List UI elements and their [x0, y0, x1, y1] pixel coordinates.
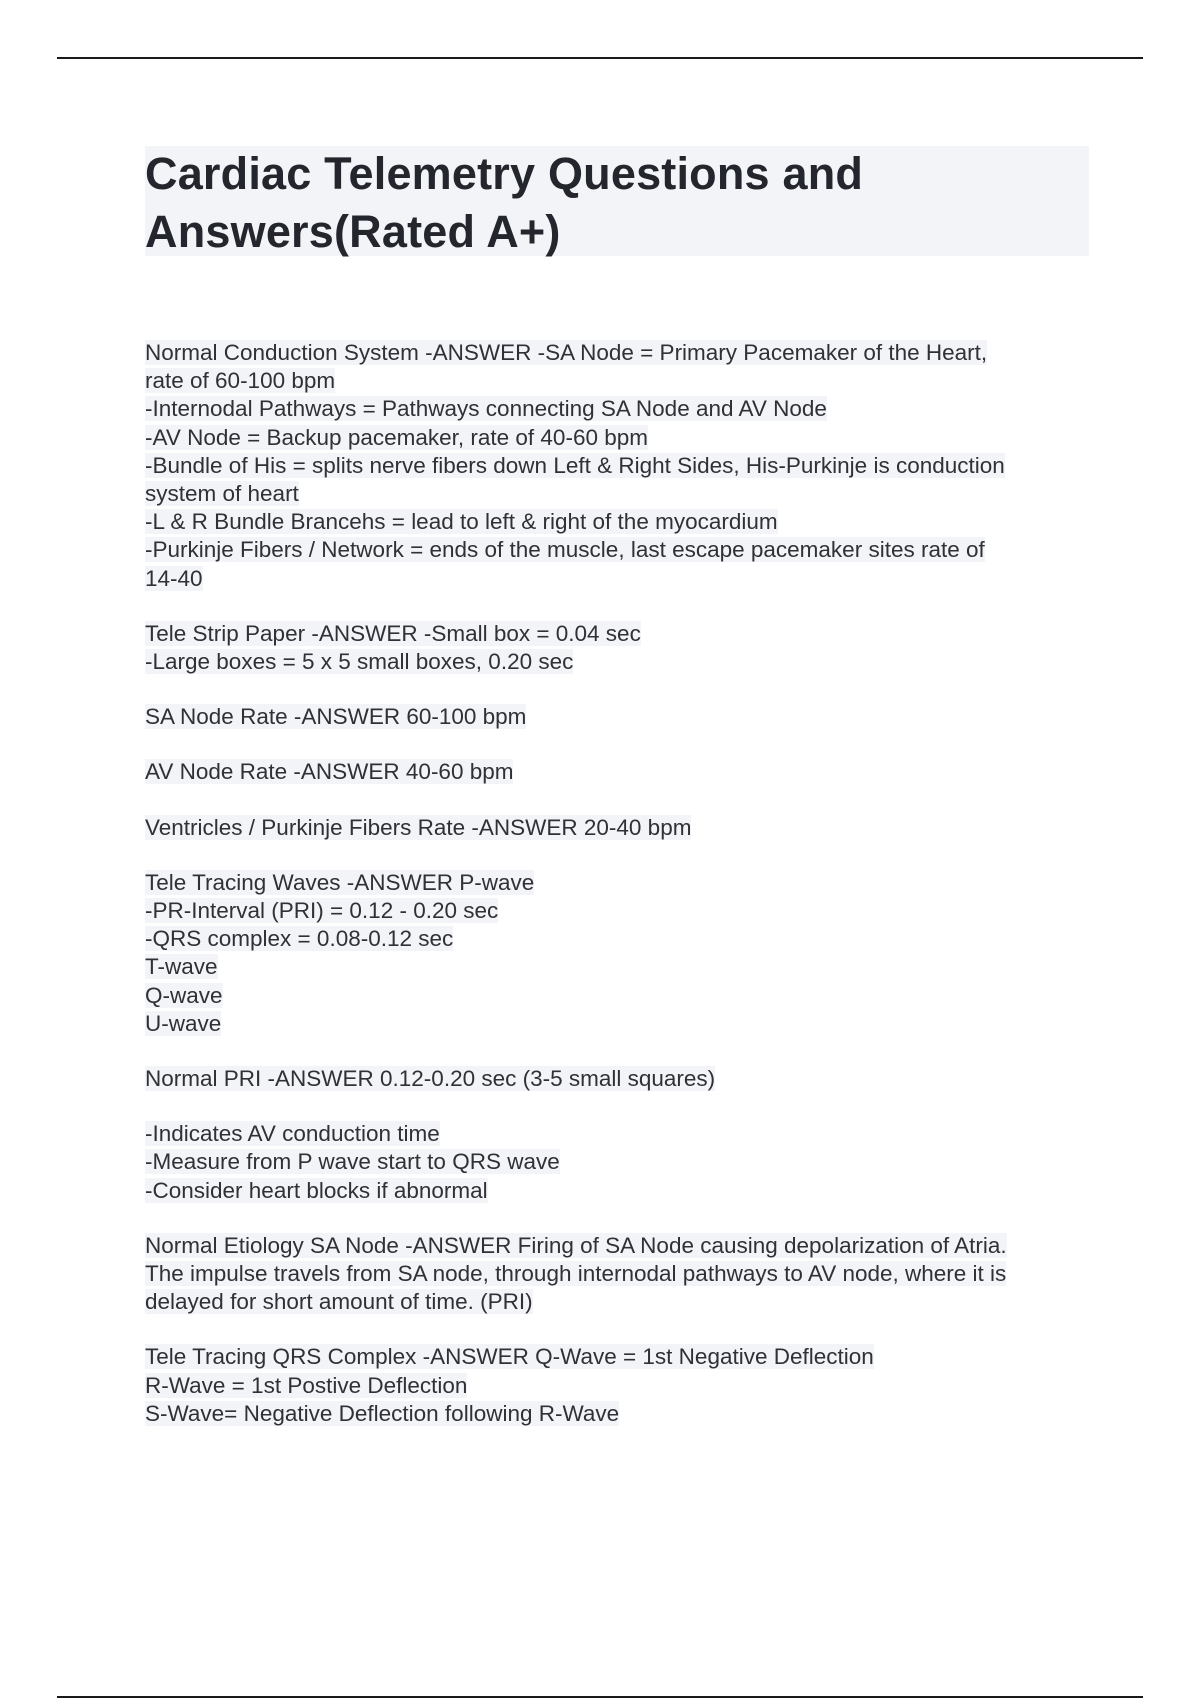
qa-line: delayed for short amount of time. (PRI) — [145, 1289, 533, 1315]
qa-block-tele-strip-paper — [145, 620, 1085, 676]
qa-line: -Large boxes = 5 x 5 small boxes, 0.20 sec — [145, 649, 574, 675]
qa-line: Normal Etiology SA Node -ANSWER Firing of SA Node causing depolarization of Atria. — [145, 1232, 1007, 1258]
qa-block-normal-pri — [145, 1065, 1085, 1093]
qa-line: -Indicates AV conduction time — [145, 1121, 440, 1147]
qa-line: S-Wave= Negative Deflection following R-Wave — [145, 1400, 620, 1426]
qa-line: -Purkinje Fibers / Network = ends of the muscle, last escape pacemaker sites rate of — [145, 537, 985, 563]
qa-line: -L & R Bundle Brancehs = lead to left & right of the myocardium — [145, 509, 778, 535]
qa-line: Normal Conduction System -ANSWER -SA Node = Primary Pacemaker of the Heart, — [145, 340, 988, 365]
qa-content — [145, 339, 1085, 1455]
qa-line: -PR-Interval (PRI) = 0.12 - 0.20 sec — [145, 898, 499, 924]
qa-block-sa-node-rate — [145, 703, 1085, 731]
qa-line: -QRS complex = 0.08-0.12 sec — [145, 926, 454, 952]
bottom-rule — [57, 1696, 1143, 1698]
qa-line: The impulse travels from SA node, through internodal pathways to AV node, where it is — [145, 1261, 1007, 1287]
qa-block-tele-tracing-qrs-complex — [145, 1343, 1085, 1428]
qa-line: -Internodal Pathways = Pathways connecting SA Node and AV Node — [145, 396, 827, 422]
qa-line: rate of 60-100 bpm — [145, 368, 336, 394]
qa-line: Normal PRI -ANSWER 0.12-0.20 sec (3-5 small squares) — [145, 1066, 716, 1092]
document-title: Cardiac Telemetry Questions and Answers(Rated A+) — [145, 148, 864, 257]
qa-block-pri-notes — [145, 1120, 1085, 1205]
qa-block-normal-conduction-system — [145, 339, 1085, 593]
qa-line: -AV Node = Backup pacemaker, rate of 40-60 bpm — [145, 424, 648, 450]
qa-line: -Bundle of His = splits nerve fibers down Left & Right Sides, His-Purkinje is conduction — [145, 452, 1005, 478]
qa-line: Ventricles / Purkinje Fibers Rate -ANSWER 20-40 bpm — [145, 814, 692, 840]
qa-line: U-wave — [145, 1010, 222, 1036]
qa-line: system of heart — [145, 481, 299, 507]
qa-block-normal-etiology-sa-node — [145, 1232, 1085, 1317]
qa-block-ventricles-rate — [145, 814, 1085, 842]
qa-line: R-Wave = 1st Postive Deflection — [145, 1372, 468, 1398]
qa-line: Tele Tracing QRS Complex -ANSWER Q-Wave = 1st Negative Deflection — [145, 1344, 874, 1370]
qa-line: SA Node Rate -ANSWER 60-100 bpm — [145, 704, 527, 730]
qa-line: 14-40 — [145, 565, 203, 591]
qa-line: Tele Strip Paper -ANSWER -Small box = 0.04 sec — [145, 620, 641, 646]
qa-line: -Consider heart blocks if abnormal — [145, 1177, 488, 1203]
qa-line: T-wave — [145, 954, 218, 980]
top-rule — [57, 57, 1143, 59]
qa-line: -Measure from P wave start to QRS wave — [145, 1149, 560, 1175]
qa-block-av-node-rate — [145, 758, 1085, 786]
qa-line: Q-wave — [145, 982, 223, 1008]
qa-line: Tele Tracing Waves -ANSWER P-wave — [145, 869, 535, 895]
qa-block-tele-tracing-waves — [145, 869, 1085, 1038]
qa-line: AV Node Rate -ANSWER 40-60 bpm — [145, 759, 514, 785]
